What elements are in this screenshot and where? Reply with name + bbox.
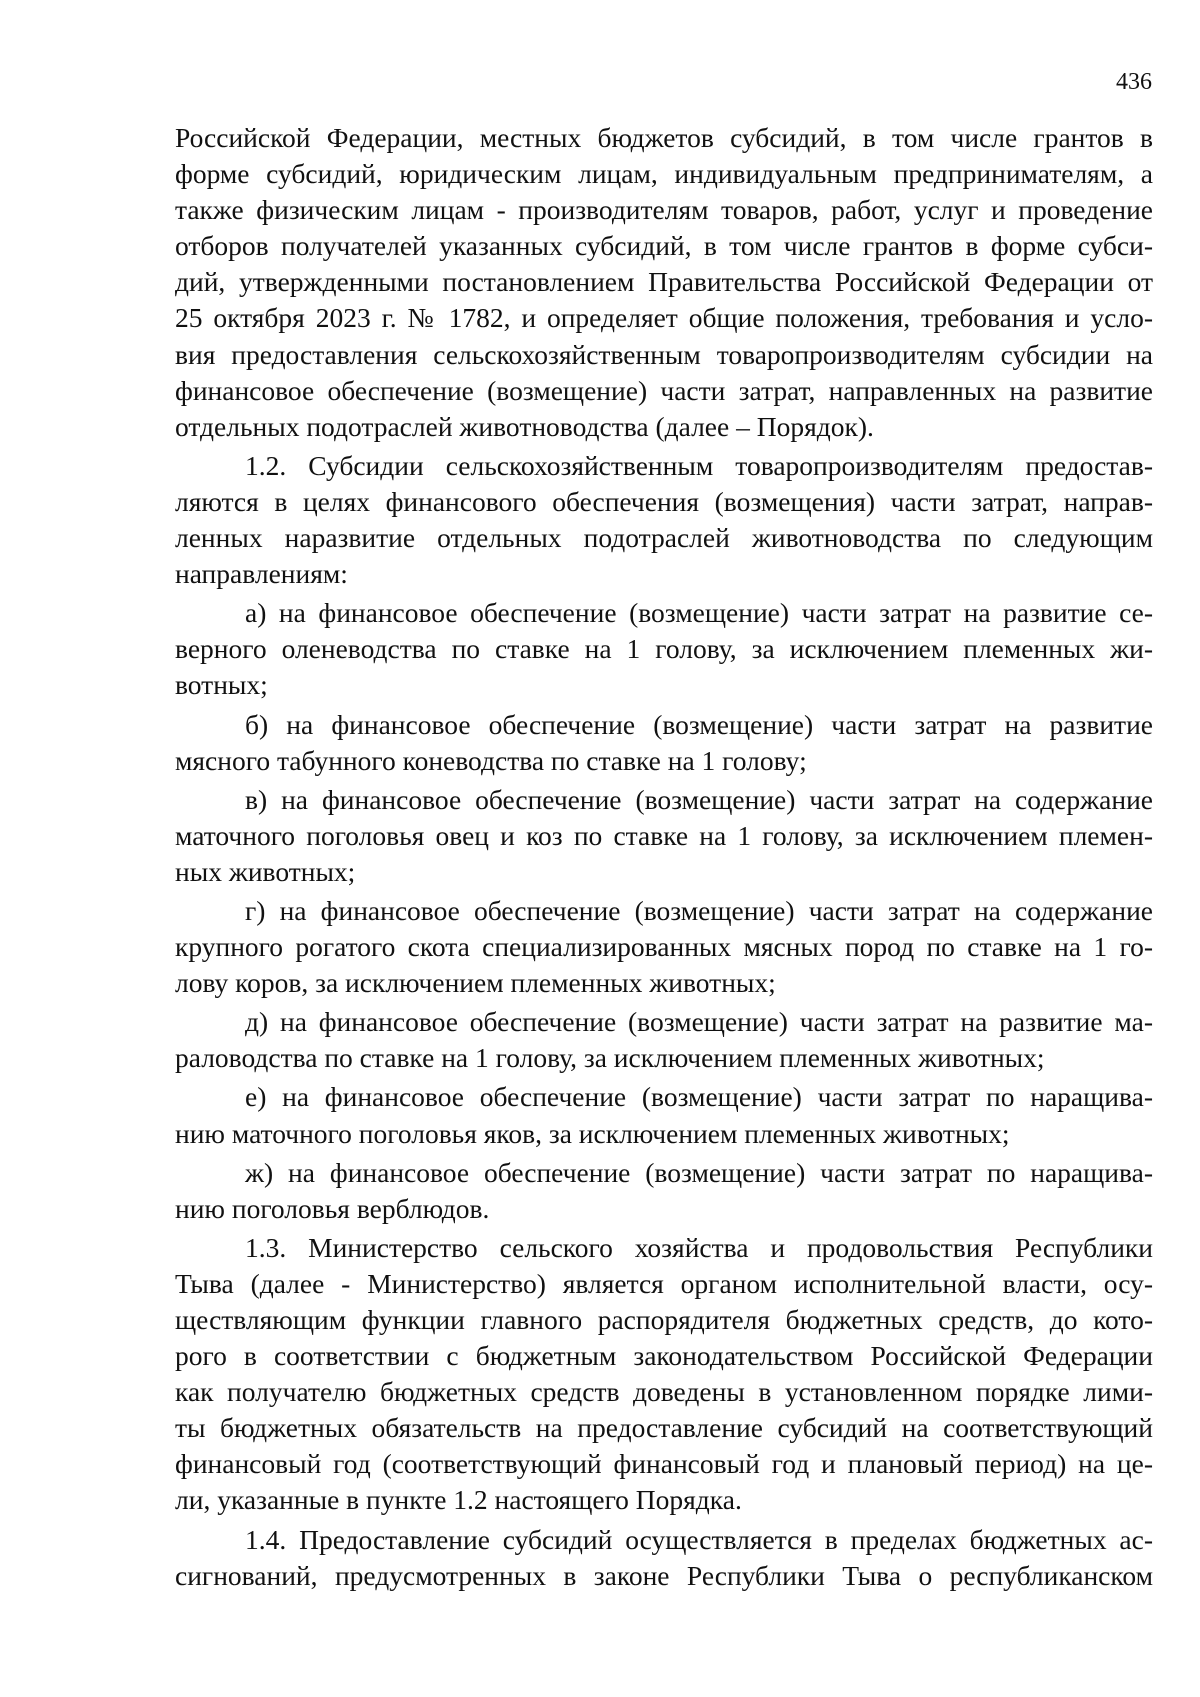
list-item-g xyxy=(175,893,1153,1001)
text-line: ли, указанные в пункте 1.2 настоящего Порядка. xyxy=(175,1484,742,1516)
paragraph-1-3 xyxy=(175,1230,1153,1519)
list-item-d xyxy=(175,1004,1153,1076)
text-line: ных животных; xyxy=(175,855,356,887)
text-line: ты бюджетных обязательств на предоставление субсидий на соответствующий xyxy=(175,1412,1153,1444)
list-item-b xyxy=(175,707,1153,779)
paragraph-1-2 xyxy=(175,448,1153,592)
text-line: лову коров, за исключением племенных животных; xyxy=(175,967,776,999)
text-line: дий, утвержденными постановлением Правительства Российской Федерации от xyxy=(175,266,1153,298)
text-line: ж) на финансовое обеспечение (возмещение) части затрат по наращива- xyxy=(245,1156,1153,1188)
text-line: ществляющим функции главного распорядителя бюджетных средств, до кото- xyxy=(175,1304,1153,1335)
text-line: отборов получателей указанных субсидий, в том числе грантов в форме субси- xyxy=(175,230,1153,262)
paragraph-1-4 xyxy=(175,1522,1153,1594)
text-line: е) на финансовое обеспечение (возмещение) части затрат по наращива- xyxy=(245,1081,1153,1113)
text-line: финансовое обеспечение (возмещение) части затрат, направленных на развитие xyxy=(175,374,1153,406)
text-line: д) на финансовое обеспечение (возмещение) части затрат на развитие ма- xyxy=(245,1006,1153,1038)
text-line: вия предоставления сельскохозяйственным товаропроизводителям субсидии на xyxy=(175,338,1153,370)
text-line: мясного табунного коневодства по ставке на 1 голову; xyxy=(175,744,807,776)
text-line: 1.4. Предоставление субсидий осуществляется в пределах бюджетных ас- xyxy=(245,1523,1153,1555)
list-item-zh xyxy=(175,1155,1153,1227)
text-line: вотных; xyxy=(175,669,268,701)
text-line: маточного поголовья овец и коз по ставке на 1 голову, за исключением племен- xyxy=(175,819,1153,851)
text-line: ленных наразвитие отдельных подотраслей животноводства по следующим xyxy=(175,522,1153,554)
text-line: форме субсидий, юридическим лицам, индивидуальным предпринимателям, а xyxy=(175,158,1153,190)
text-line: отдельных подотраслей животноводства (далее – Порядок). xyxy=(175,410,874,442)
text-line: ляются в целях финансового обеспечения (возмещения) части затрат, направ- xyxy=(175,485,1153,517)
text-line: Российской Федерации, местных бюджетов субсидий, в том числе грантов в xyxy=(175,122,1153,153)
paragraph-intro xyxy=(175,120,1153,445)
text-line: нию маточного поголовья яков, за исключением племенных животных; xyxy=(175,1117,1010,1149)
text-line: в) на финансовое обеспечение (возмещение) части затрат на содержание xyxy=(245,783,1153,815)
text-line: 1.2. Субсидии сельскохозяйственным товаропроизводителям предостав- xyxy=(245,449,1153,481)
text-line: а) на финансовое обеспечение (возмещение) части затрат на развитие се- xyxy=(245,597,1153,629)
list-item-a xyxy=(175,595,1153,703)
text-line: раловодства по ставке на 1 голову, за исключением племенных животных; xyxy=(175,1042,1045,1074)
text-line: верного оленеводства по ставке на 1 голову, за исключением племенных жи- xyxy=(175,633,1153,665)
page-number: 436 xyxy=(1116,69,1152,95)
list-item-v xyxy=(175,782,1153,890)
document-body xyxy=(175,120,1153,1597)
text-line: г) на финансовое обеспечение (возмещение) части затрат на содержание xyxy=(245,894,1153,926)
list-item-e xyxy=(175,1079,1153,1151)
text-line: крупного рогатого скота специализированных мясных пород по ставке на 1 го- xyxy=(175,931,1153,963)
text-line: нию поголовья верблюдов. xyxy=(175,1192,490,1224)
text-line: также физическим лицам - производителям товаров, работ, услуг и проведение xyxy=(175,194,1153,226)
text-line: направлениям: xyxy=(175,558,348,590)
text-line: 1.3. Министерство сельского хозяйства и продовольствия Республики xyxy=(245,1231,1153,1263)
text-line: б) на финансовое обеспечение (возмещение) части затрат на развитие xyxy=(245,708,1153,740)
text-line: Тыва (далее - Министерство) является органом исполнительной власти, осу- xyxy=(175,1267,1153,1299)
text-line: рого в соответствии с бюджетным законодательством Российской Федерации xyxy=(175,1340,1153,1372)
text-line: как получателю бюджетных средств доведены в установленном порядке лими- xyxy=(175,1376,1153,1408)
text-line: финансовый год (соответствующий финансовый год и плановый период) на це- xyxy=(175,1448,1153,1480)
text-line: 25 октября 2023 г. № 1782, и определяет общие положения, требования и усло- xyxy=(175,302,1153,334)
text-line: сигнований, предусмотренных в законе Республики Тыва о республиканском xyxy=(175,1559,1153,1591)
